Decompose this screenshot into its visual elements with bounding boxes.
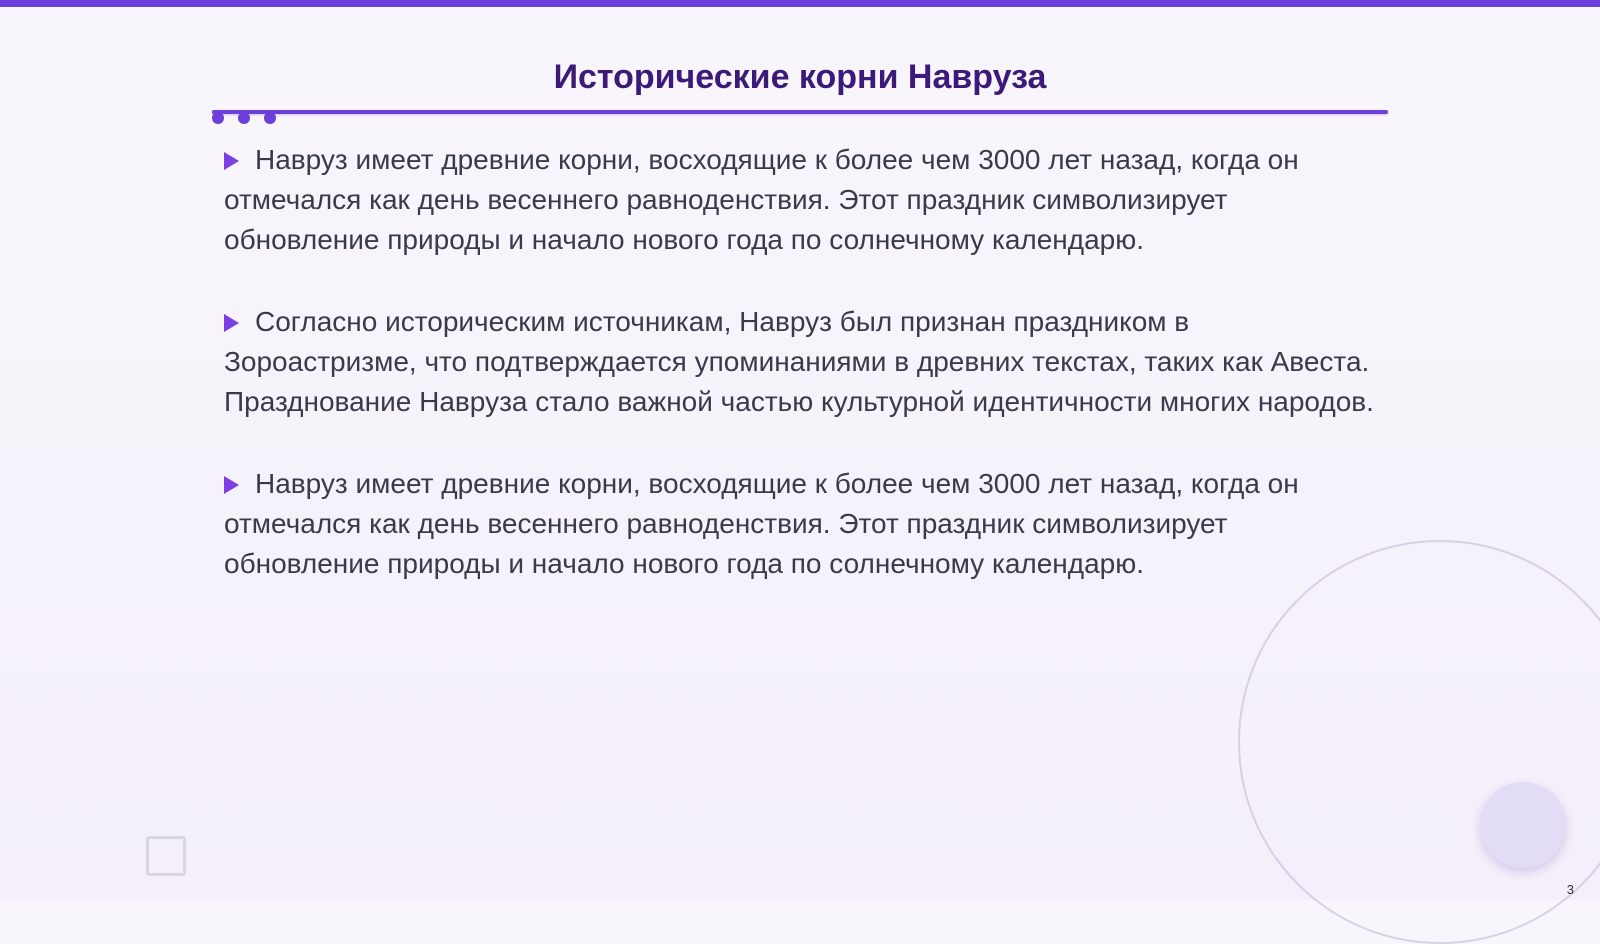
bullet-list: [224, 140, 1374, 626]
triangle-bullet-icon: [224, 152, 239, 170]
page-number: 3: [1566, 882, 1574, 897]
triangle-bullet-icon: [224, 476, 239, 494]
decorative-dot: [238, 112, 250, 124]
bullet-text: Согласно историческим источникам, Навруз был признан праздником в Зороастризме, что подтверждается упоминаниями в древних текстах, таких как Авеста. Празднование Навруза стало важной частью культурной идентичности многих народов.: [224, 306, 1374, 417]
bullet-item: [224, 140, 1374, 260]
bullet-text: Навруз имеет древние корни, восходящие к более чем 3000 лет назад, когда он отмечался как день весеннего равноденствия. Этот праздник символизирует обновление природы и начало нового года по солнечному календарю.: [224, 468, 1299, 579]
decorative-square: [146, 836, 186, 876]
decorative-circle: [1480, 782, 1566, 868]
top-accent-bar: [0, 0, 1600, 7]
decorative-dot: [212, 112, 224, 124]
title-underline: [212, 110, 1388, 114]
bullet-item: [224, 302, 1374, 422]
slide-title: Исторические корни Навруза: [553, 58, 1047, 96]
decorative-dot: [264, 112, 276, 124]
bullet-item: [224, 464, 1374, 584]
bullet-text: Навруз имеет древние корни, восходящие к более чем 3000 лет назад, когда он отмечался как день весеннего равноденствия. Этот праздник символизирует обновление природы и начало нового года по солнечному календарю.: [224, 144, 1299, 255]
triangle-bullet-icon: [224, 314, 239, 332]
